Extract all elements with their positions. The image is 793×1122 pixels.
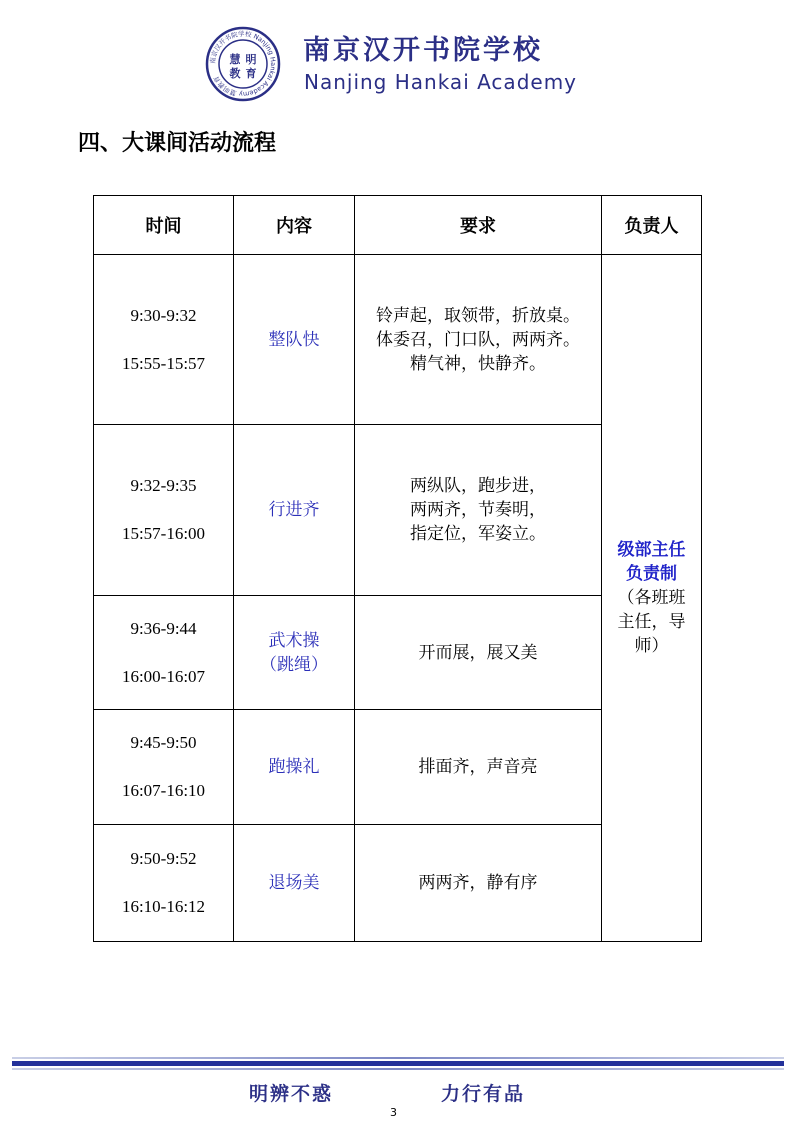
requirement-cell <box>355 596 602 710</box>
time-afternoon: 16:07-16:10 <box>121 781 206 800</box>
content-cell <box>234 825 355 942</box>
content-line: 退场美 <box>268 873 320 893</box>
content-cell <box>234 255 355 425</box>
time-morning: 9:45-9:50 <box>130 733 197 752</box>
time-afternoon: 15:57-16:00 <box>121 524 206 543</box>
requirement-line: 两两齐，静有序 <box>418 873 538 893</box>
content-cell <box>234 425 355 596</box>
requirement-line: 两纵队，跑步进， <box>410 476 546 496</box>
time-cell <box>94 596 234 710</box>
owner-sub-line: 主任，导 <box>617 612 686 632</box>
requirement-line: 指定位，军姿立。 <box>410 524 546 544</box>
footer-rule-bottom <box>12 1068 784 1070</box>
requirement-cell <box>355 425 602 596</box>
seal-char-2: 明 <box>245 53 257 66</box>
requirement-cell <box>355 255 602 425</box>
content-cell <box>234 710 355 825</box>
requirement-line: 铃声起，取领带，折放桌。 <box>376 305 580 326</box>
motto-left: 明辨不惑 <box>249 1083 334 1105</box>
header-requirement: 要求 <box>355 196 602 255</box>
time-afternoon: 15:55-15:57 <box>121 353 206 373</box>
time-afternoon: 16:10-16:12 <box>121 897 206 916</box>
time-morning: 9:30-9:32 <box>130 305 197 325</box>
school-header <box>205 24 605 104</box>
footer-rule-top <box>12 1057 784 1059</box>
school-name-en: Nanjing Hankai Academy <box>304 70 578 94</box>
table-header-row <box>94 196 702 255</box>
header-owner: 负责人 <box>602 196 702 255</box>
requirement-cell <box>355 825 602 942</box>
time-morning: 9:32-9:35 <box>130 476 197 495</box>
seal-char-1: 慧 <box>229 53 241 66</box>
content-line: 行进齐 <box>268 500 320 520</box>
content-line: 武术操 <box>268 630 320 651</box>
time-cell <box>94 255 234 425</box>
time-cell <box>94 425 234 596</box>
time-afternoon: 16:00-16:07 <box>121 666 206 686</box>
activity-schedule-table <box>93 195 702 942</box>
table-row <box>94 255 702 425</box>
time-cell <box>94 825 234 942</box>
content-cell <box>234 596 355 710</box>
time-morning: 9:36-9:44 <box>130 618 197 638</box>
requirement-line: 开而展，展又美 <box>418 642 538 663</box>
header-content: 内容 <box>234 196 355 255</box>
time-morning: 9:50-9:52 <box>130 849 197 868</box>
content-line: （跳绳） <box>260 654 328 675</box>
requirement-line: 两两齐，节奏明， <box>410 500 546 520</box>
requirement-line: 排面齐，声音亮 <box>418 757 538 777</box>
content-line: 跑操礼 <box>268 757 320 777</box>
requirement-line: 体委召，门口队，两两齐。 <box>376 329 580 350</box>
seal-char-3: 教 <box>229 67 241 80</box>
time-cell <box>94 710 234 825</box>
page-number: 3 <box>390 1106 397 1119</box>
header-time: 时间 <box>94 196 234 255</box>
seal-char-4: 育 <box>245 67 257 80</box>
footer-rule-main <box>12 1061 784 1066</box>
school-name-cn: 南京汉开书院学校 <box>303 35 543 66</box>
content-line: 整队快 <box>268 329 320 350</box>
requirement-cell <box>355 710 602 825</box>
owner-sub-line: 师） <box>634 636 669 656</box>
owner-sub-line: （各班班 <box>617 588 686 608</box>
requirement-line: 精气神，快静齐。 <box>410 353 546 374</box>
owner-main-line: 负责制 <box>626 564 677 584</box>
owner-cell <box>602 255 702 942</box>
motto-right: 力行有品 <box>441 1083 526 1105</box>
owner-main-line: 级部主任 <box>617 540 686 560</box>
section-title: 四、大课间活动流程 <box>78 130 277 156</box>
school-seal-logo <box>205 26 281 102</box>
seal-ring-text: 南京汉开书院学校 Nanjing Hankai Academy 慧明教育 <box>208 29 278 99</box>
